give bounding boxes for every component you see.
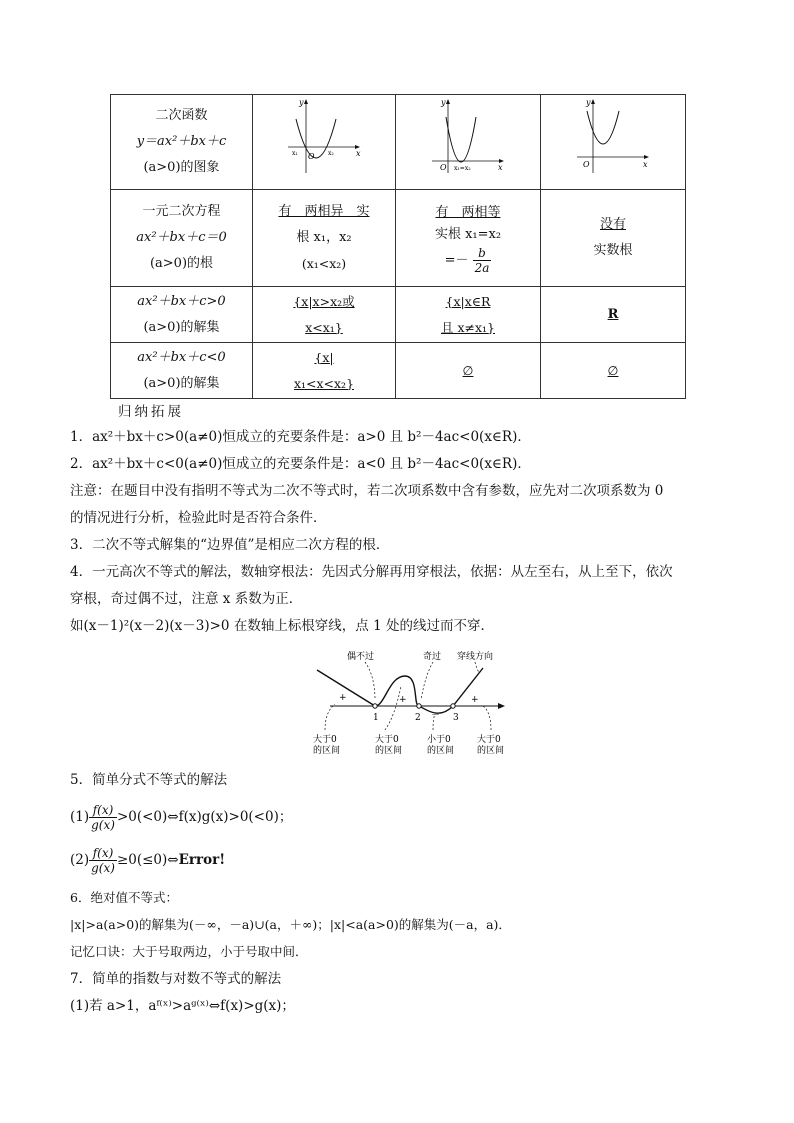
fraction: $\frac{b}{2a}$ xyxy=(474,245,490,275)
svg-text:的区间: 的区间 xyxy=(313,746,341,756)
gt-solution-double-root: {x|x∈R 且 x≠x₁} xyxy=(396,287,541,343)
svg-text:x₁: x₁ xyxy=(292,150,298,157)
svg-text:x: x xyxy=(356,149,361,158)
graph-no-root-cell xyxy=(541,95,686,190)
parabola-double-root-graph xyxy=(428,97,508,177)
parabola-two-roots-graph xyxy=(284,97,364,177)
root-3: 3 xyxy=(453,713,459,723)
note-line-1: 注意：在题目中没有指明不等式为二次不等式时，若二次项系数中含有参数，应先对二次项系数为 0 xyxy=(70,483,664,499)
item-2: 2．ax²＋bx＋c<0(a≠0)恒成立的充要条件是：a<0 且 b²－4ac<0(x∈R)． xyxy=(70,456,531,472)
item-5: 5．简单分式不等式的解法 xyxy=(70,772,228,788)
note-line-2: 的情况进行分析，检验此时是否符合条件． xyxy=(70,510,327,526)
row-header-gt-solution: ax²＋bx＋c>0 (a>0)的解集 xyxy=(111,287,253,343)
root-1: 1 xyxy=(373,713,379,723)
label-direction: 穿线方向 xyxy=(457,652,494,662)
roots-none-cell: 没有 实数根 xyxy=(541,190,686,287)
svg-text:O: O xyxy=(583,160,590,169)
label-even-not-cross: 偶不过 xyxy=(347,652,375,662)
roots-two-cell: 有 两相异 实 根 x₁，x₂ (x₁<x₂) xyxy=(253,190,396,287)
svg-text:的区间: 的区间 xyxy=(427,746,455,756)
svg-text:O: O xyxy=(440,163,447,172)
item-5-1: (1) $\frac{f(x)}{g(x)}$ >0(<0)⇔f(x)g(x)>0(<0)； xyxy=(70,803,293,832)
svg-text:x: x xyxy=(498,163,503,172)
item-6: 6．绝对值不等式： xyxy=(70,890,178,905)
quadratic-summary-table xyxy=(110,94,686,399)
label-odd-cross: 奇过 xyxy=(423,652,442,662)
sign-2: + xyxy=(399,695,407,705)
lt-solution-double-root: ∅ xyxy=(396,343,541,399)
svg-text:大于0: 大于0 xyxy=(375,735,399,745)
sign-4: + xyxy=(471,695,479,705)
graph-double-root-cell xyxy=(396,95,541,190)
fraction: $\frac{f(x)}{g(x)}$ xyxy=(91,846,115,875)
row-header-roots: 一元二次方程 ax²＋bx＋c＝0 (a>0)的根 xyxy=(111,190,253,287)
wavy-curve-number-line-diagram xyxy=(305,646,515,758)
svg-text:大于0: 大于0 xyxy=(313,735,337,745)
roots-double-cell: 有 两相等 实根 x₁=x₂ =－ $\frac{b}{2a}$ xyxy=(396,190,541,287)
item-4-example: 如(x－1)²(x－2)(x－3)>0 在数轴上标根穿线，点 1 处的线过而不穿． xyxy=(70,618,494,634)
neg-b-over-2a: =－ $\frac{b}{2a}$ xyxy=(444,245,490,275)
section-heading: 归纳拓展 xyxy=(118,404,184,420)
gt-solution-two-roots: {x|x>x₂或 x<x₁} xyxy=(253,287,396,343)
table-row xyxy=(111,343,686,399)
table-row xyxy=(111,287,686,343)
svg-text:的区间: 的区间 xyxy=(375,746,403,756)
row-header-lt-solution: ax²＋bx＋c<0 (a>0)的解集 xyxy=(111,343,253,399)
sign-1: + xyxy=(339,693,347,703)
item-4-line-2: 穿根，奇过偶不过，注意 x 系数为正． xyxy=(70,591,303,607)
svg-text:小于0: 小于0 xyxy=(427,735,451,745)
svg-text:x: x xyxy=(643,160,648,169)
sign-3: － xyxy=(431,711,441,721)
item-6-1: |x|>a(a>0)的解集为(－∞，－a)∪(a，＋∞)；|x|<a(a>0)的解集为(－a，a)． xyxy=(70,917,511,932)
svg-text:y: y xyxy=(441,98,446,107)
table-row xyxy=(111,190,686,287)
lt-solution-no-root: ∅ xyxy=(541,343,686,399)
svg-text:y: y xyxy=(299,98,304,107)
fraction: $\frac{f(x)}{g(x)}$ xyxy=(91,803,115,832)
lt-solution-two-roots: {x| x₁<x<x₂} xyxy=(253,343,396,399)
svg-text:y: y xyxy=(586,98,591,107)
item-5-2: (2) $\frac{f(x)}{g(x)}$ ≥0(≤0)⇔Error! xyxy=(70,846,226,875)
item-7: 7．简单的指数与对数不等式的解法 xyxy=(70,971,282,987)
table-row xyxy=(111,95,686,190)
svg-text:x₂: x₂ xyxy=(328,150,334,157)
row-header-graph: 二次函数 y＝ax²＋bx＋c (a>0)的图象 xyxy=(111,95,253,190)
item-4-line-1: 4．一元高次不等式的解法，数轴穿根法：先因式分解再用穿根法，依据：从左至右，从上至下，依次 xyxy=(70,564,673,580)
svg-text:大于0: 大于0 xyxy=(477,735,501,745)
parabola-no-root-graph xyxy=(573,97,653,177)
item-7-1: (1)若 a>1，aᶠ⁽ˣ⁾>aᵍ⁽ˣ⁾⇔f(x)>g(x)； xyxy=(70,998,295,1014)
svg-text:的区间: 的区间 xyxy=(477,746,505,756)
item-6-2: 记忆口诀：大于号取两边，小于号取中间． xyxy=(70,944,308,959)
root-2: 2 xyxy=(415,713,421,723)
svg-text:O: O xyxy=(308,152,315,161)
graph-two-roots-cell xyxy=(253,95,396,190)
item-1: 1．ax²＋bx＋c>0(a≠0)恒成立的充要条件是：a>0 且 b²－4ac<0(x∈R)． xyxy=(70,429,531,445)
gt-solution-no-root: R xyxy=(541,287,686,343)
item-3: 3．二次不等式解集的“边界值”是相应二次方程的根． xyxy=(70,537,390,553)
svg-text:x₁=x₂: x₁=x₂ xyxy=(454,165,471,172)
